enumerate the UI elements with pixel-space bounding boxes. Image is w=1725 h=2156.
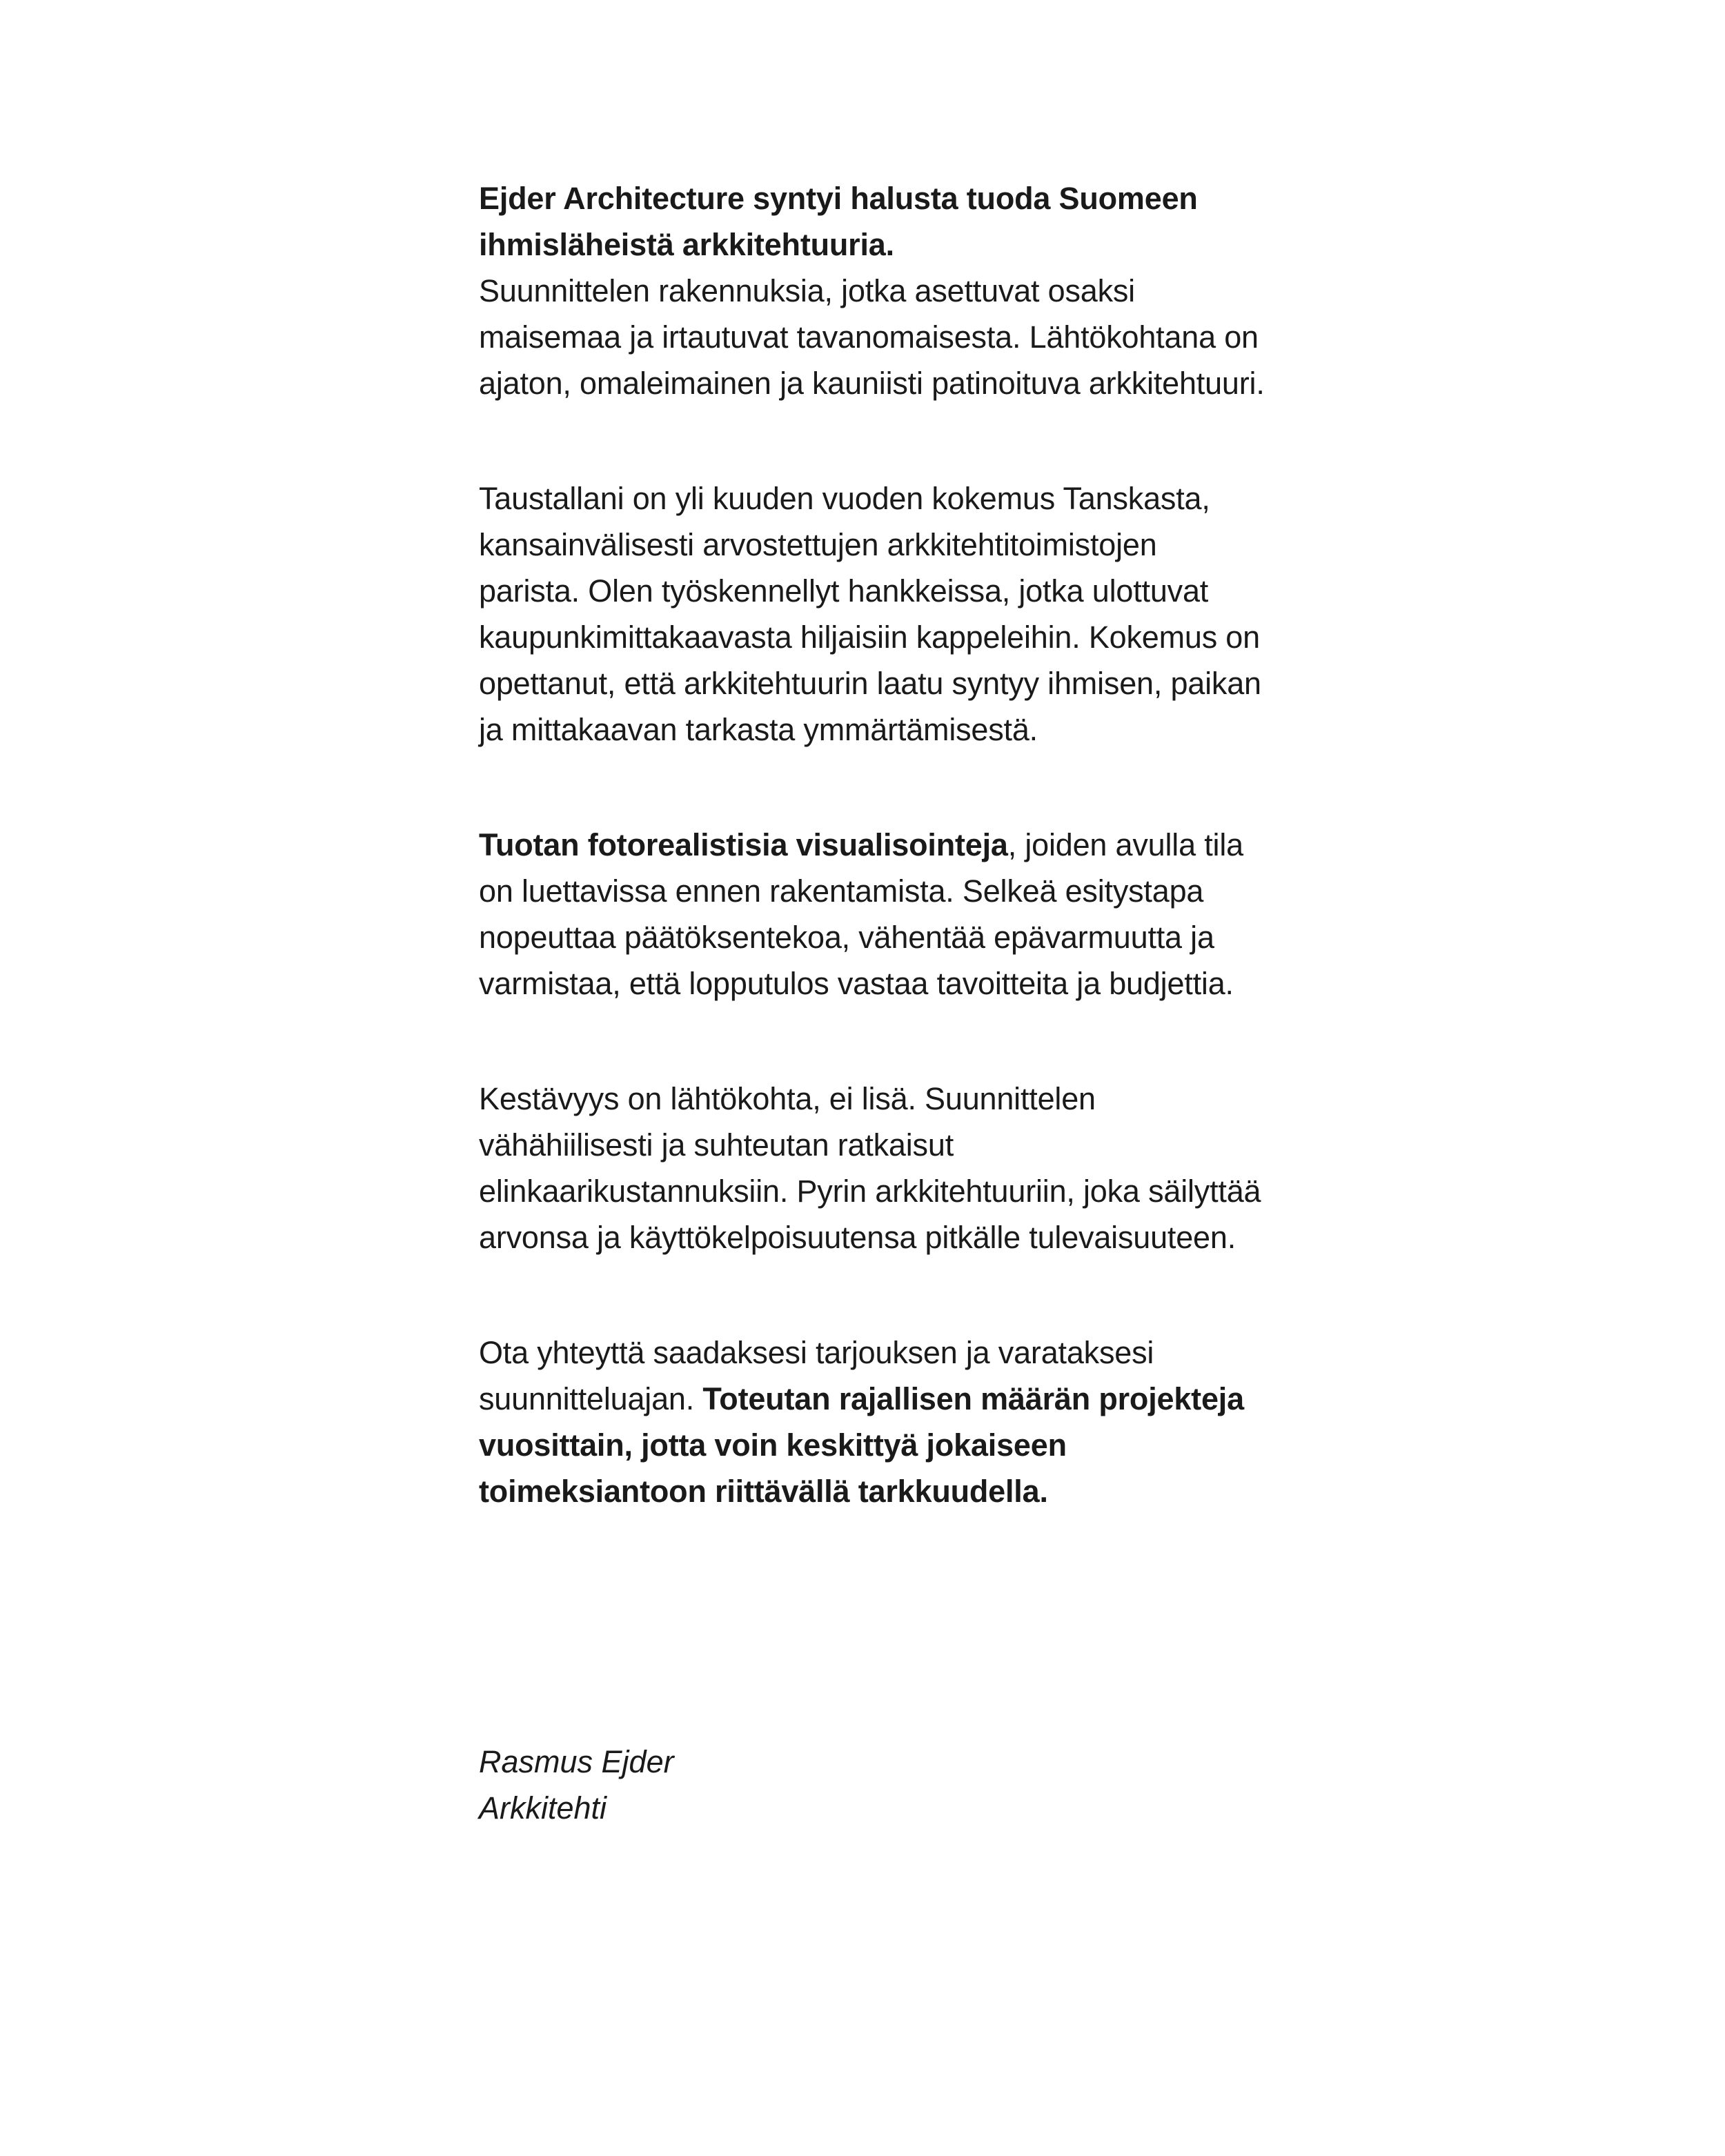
signature-title: Arkkitehti xyxy=(479,1790,607,1826)
paragraph-visualisation xyxy=(479,822,1265,1007)
paragraph-background xyxy=(479,475,1265,753)
intro-heading: Ejder Architecture syntyi halusta tuoda Suomeen ihmisläheistä arkkitehtuuria. xyxy=(479,181,1198,262)
paragraph-contact xyxy=(479,1329,1265,1514)
contact-text: Ota yhteyttä saadaksesi tarjouksen ja varataksesi suunnitteluajan. xyxy=(479,1335,1154,1416)
visualisation-emphasis: Tuotan fotorealistisia visualisointeja xyxy=(479,827,1008,862)
sustainability-text: Kestävyys on lähtökohta, ei lisä. Suunnittelen vähähiilisesti ja suhteutan ratkaisut elinkaarikustannuksiin. Pyrin arkkitehtuuriin, joka säilyttää arvonsa ja käyttökelpoisuutensa pitkälle tulevaisuuteen. xyxy=(479,1081,1261,1255)
document-body xyxy=(479,175,1265,1514)
paragraph-intro xyxy=(479,175,1265,406)
signature xyxy=(479,1739,674,1831)
paragraph-sustainability xyxy=(479,1076,1265,1260)
visualisation-text: , joiden avulla tila on luettavissa ennen rakentamista. Selkeä esitystapa nopeuttaa päätöksentekoa, vähentää epävarmuutta ja varmistaa, että lopputulos vastaa tavoitteita ja budjettia. xyxy=(479,827,1243,1001)
signature-name: Rasmus Ejder xyxy=(479,1744,674,1779)
contact-emphasis: Toteutan rajallisen määrän projekteja vuosittain, jotta voin keskittyä jokaiseen toimeksiantoon riittävällä tarkkuudella. xyxy=(479,1381,1244,1509)
background-text: Taustallani on yli kuuden vuoden kokemus Tanskasta, kansainvälisesti arvostettujen arkkitehtitoimistojen parista. Olen työskennellyt hankkeissa, jotka ulottuvat kaupunkimittakaavasta hiljaisiin kappeleihin. Kokemus on opettanut, että arkkitehtuurin laatu syntyy ihmisen, paikan ja mittakaavan tarkasta ymmärtämisestä. xyxy=(479,481,1261,747)
intro-text: Suunnittelen rakennuksia, jotka asettuvat osaksi maisemaa ja irtautuvat tavanomaisesta. Lähtökohtana on ajaton, omaleimainen ja kauniisti patinoituva arkkitehtuuri. xyxy=(479,273,1265,401)
